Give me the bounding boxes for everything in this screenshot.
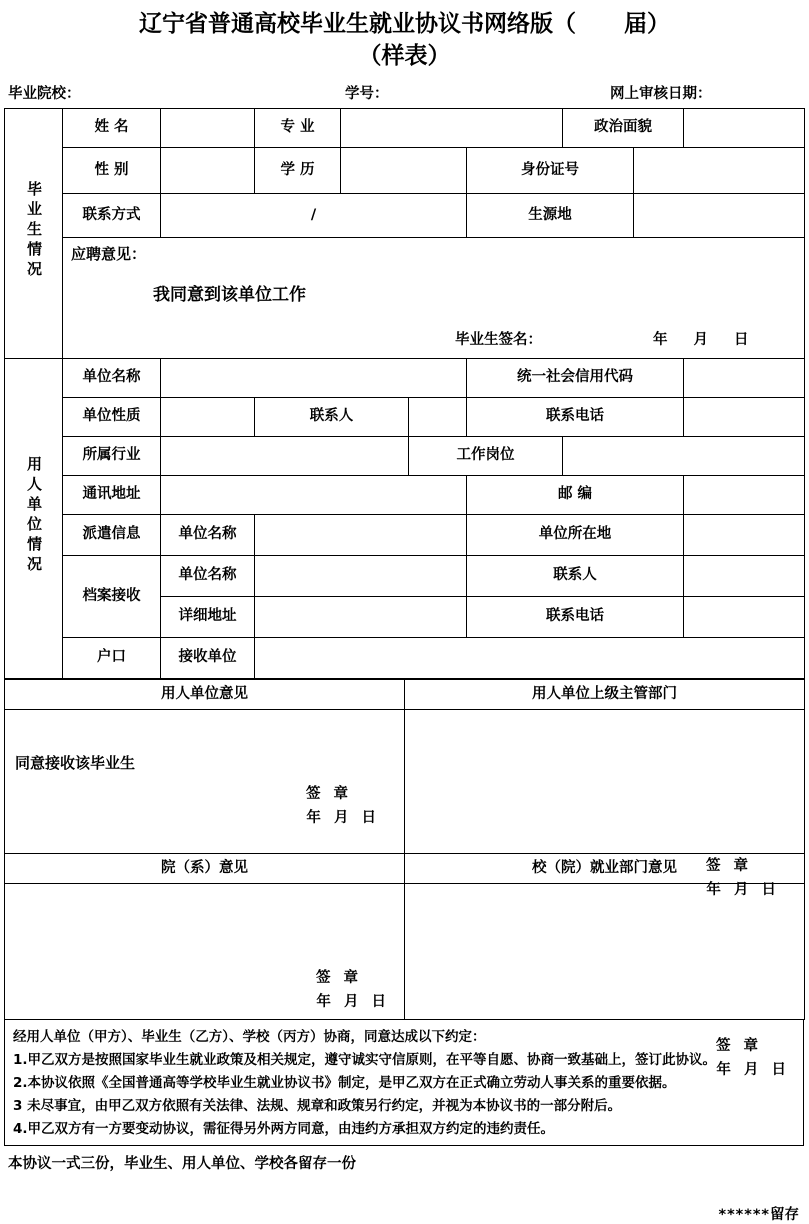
footer-stamp bbox=[0, 1203, 799, 1224]
label-industry: 所属行业 bbox=[63, 437, 161, 476]
label-hukou-receive-unit: 接收单位 bbox=[161, 638, 255, 679]
table-row-dispatch bbox=[5, 515, 805, 556]
label-archive-detail-address: 详细地址 bbox=[161, 597, 255, 638]
label-origin-place: 生源地 bbox=[467, 194, 634, 238]
input-contact[interactable]: / bbox=[161, 194, 467, 238]
input-industry[interactable] bbox=[161, 437, 409, 476]
input-mailing-address[interactable] bbox=[161, 476, 467, 515]
input-archive-unit-name[interactable] bbox=[255, 556, 467, 597]
header-employer-superior-opinion: 用人单位上级主管部门 bbox=[405, 680, 805, 710]
section-label-employer bbox=[5, 359, 63, 679]
table-row-hukou bbox=[5, 638, 805, 679]
input-id-number[interactable] bbox=[634, 148, 805, 194]
table-row-mailing-address bbox=[5, 476, 805, 515]
input-contact-phone[interactable] bbox=[684, 398, 805, 437]
application-opinion-cell[interactable] bbox=[63, 238, 805, 359]
cell-department-opinion[interactable] bbox=[5, 884, 405, 1020]
field-student-number: 学号： bbox=[345, 86, 389, 102]
label-education: 学 历 bbox=[255, 148, 341, 194]
input-name[interactable] bbox=[161, 109, 255, 148]
table-row-contact bbox=[5, 194, 805, 238]
employer-superior-signature-label: 签 章 bbox=[705, 857, 752, 874]
title-line-1: 辽宁省普通高校毕业生就业协议书网络版（ 届） bbox=[138, 11, 671, 37]
label-contact: 联系方式 bbox=[63, 194, 161, 238]
label-id-number: 身份证号 bbox=[467, 148, 634, 194]
label-dispatch-info: 派遣信息 bbox=[63, 515, 161, 556]
opinions-header-row-2 bbox=[5, 854, 805, 884]
cell-employer-opinion[interactable] bbox=[5, 710, 405, 854]
label-postcode: 邮 编 bbox=[467, 476, 684, 515]
employer-opinion-date: 年 月 日 bbox=[306, 810, 380, 826]
label-archive-receive: 档案接收 bbox=[63, 556, 161, 638]
label-job-position: 工作岗位 bbox=[409, 437, 563, 476]
terms-item-1: 1.甲乙双方是按照国家毕业生就业政策及相关规定，遵守诚实守信原则，在平等自愿、协商一致基础上，签订此协议。 bbox=[13, 1052, 717, 1068]
table-row-industry bbox=[5, 437, 805, 476]
header-employer-opinion: 用人单位意见 bbox=[5, 680, 405, 710]
school-employment-signature-label: 签 章 bbox=[715, 1037, 762, 1054]
input-dispatch-unit-location[interactable] bbox=[684, 515, 805, 556]
employer-superior-date: 年 月 日 bbox=[706, 881, 780, 898]
input-contact-person[interactable] bbox=[409, 398, 467, 437]
input-unit-type[interactable] bbox=[161, 398, 255, 437]
label-unit-name: 单位名称 bbox=[63, 359, 161, 398]
header-school-employment-opinion: 校（院）就业部门意见 bbox=[405, 854, 805, 884]
table-row-name bbox=[5, 109, 805, 148]
label-dispatch-unit-name: 单位名称 bbox=[161, 515, 255, 556]
input-gender[interactable] bbox=[161, 148, 255, 194]
label-archive-contact-person: 联系人 bbox=[467, 556, 684, 597]
section-label-graduate bbox=[5, 109, 63, 359]
application-opinion-text: 我同意到该单位工作 bbox=[153, 285, 306, 305]
label-major: 专 业 bbox=[255, 109, 341, 148]
terms-item-3: 3 未尽事宜，由甲乙双方依照有关法律、法规、规章和政策另行约定，并视为本协议书的一部分附后。 bbox=[13, 1098, 622, 1114]
label-name: 姓 名 bbox=[63, 109, 161, 148]
cell-school-employment-opinion[interactable] bbox=[405, 881, 805, 1078]
input-unit-name[interactable] bbox=[161, 359, 467, 398]
opinions-body-row-2 bbox=[5, 884, 805, 1020]
terms-item-2: 2.本协议依照《全国普通高等学校毕业生就业协议书》制定，是甲乙双方在正式确立劳动人事关系的重要依据。 bbox=[13, 1075, 676, 1091]
label-credit-code: 统一社会信用代码 bbox=[467, 359, 684, 398]
title-line-2: （样表） bbox=[358, 43, 451, 69]
department-signature-label: 签 章 bbox=[315, 970, 362, 986]
application-opinion-label: 应聘意见： bbox=[71, 245, 147, 263]
employer-opinion-text: 同意接收该毕业生 bbox=[15, 754, 136, 772]
label-dispatch-unit-location: 单位所在地 bbox=[467, 515, 684, 556]
input-job-position[interactable] bbox=[563, 437, 805, 476]
input-hukou-receive-unit[interactable] bbox=[255, 638, 805, 679]
table-row-archive-1 bbox=[5, 556, 805, 597]
input-postcode[interactable] bbox=[684, 476, 805, 515]
opinions-body-row-1 bbox=[5, 710, 805, 854]
header-fields bbox=[0, 82, 809, 108]
label-archive-unit-name: 单位名称 bbox=[161, 556, 255, 597]
main-form-table bbox=[4, 108, 805, 679]
footer-stamp-text: 留存 bbox=[770, 1207, 799, 1223]
label-unit-type: 单位性质 bbox=[63, 398, 161, 437]
label-gender: 性 别 bbox=[63, 148, 161, 194]
department-date: 年 月 日 bbox=[316, 994, 390, 1010]
label-contact-person: 联系人 bbox=[255, 398, 409, 437]
input-dispatch-unit-name[interactable] bbox=[255, 515, 467, 556]
terms-intro: 经用人单位（甲方）、毕业生（乙方）、学校（丙方）协商，同意达成以下约定： bbox=[13, 1029, 486, 1045]
footer-stamp-stars: ****** bbox=[718, 1207, 770, 1223]
table-row-unit-name bbox=[5, 359, 805, 398]
input-credit-code[interactable] bbox=[684, 359, 805, 398]
input-political-status[interactable] bbox=[684, 109, 805, 148]
input-archive-detail-address[interactable] bbox=[255, 597, 467, 638]
graduate-signature-date: 年 月 日 bbox=[653, 332, 749, 348]
input-origin-place[interactable] bbox=[634, 194, 805, 238]
field-online-review-date: 网上审核日期： bbox=[610, 86, 712, 102]
school-employment-date: 年 月 日 bbox=[716, 1061, 790, 1078]
employer-section-vertical-label: 用人单位情况 bbox=[25, 455, 43, 576]
label-archive-contact-phone: 联系电话 bbox=[467, 597, 684, 638]
input-major[interactable] bbox=[341, 109, 563, 148]
page-title bbox=[0, 0, 809, 72]
graduate-section-vertical-label: 毕业生情况 bbox=[25, 180, 43, 281]
header-department-opinion: 院（系）意见 bbox=[5, 854, 405, 884]
label-political-status: 政治面貌 bbox=[563, 109, 684, 148]
table-row-gender bbox=[5, 148, 805, 194]
table-row-unit-type bbox=[5, 398, 805, 437]
input-education[interactable] bbox=[341, 148, 467, 194]
input-archive-contact-person[interactable] bbox=[684, 556, 805, 597]
graduate-signature-label: 毕业生签名： bbox=[455, 332, 542, 348]
footer-note: 本协议一式三份，毕业生、用人单位、学校各留存一份 bbox=[8, 1156, 356, 1172]
opinions-header-row-1 bbox=[5, 680, 805, 710]
terms-item-4: 4.甲乙双方有一方要变动协议，需征得另外两方同意，由违约方承担双方约定的违约责任。 bbox=[13, 1121, 555, 1137]
input-archive-contact-phone[interactable] bbox=[684, 597, 805, 638]
label-contact-phone: 联系电话 bbox=[467, 398, 684, 437]
terms-box bbox=[4, 1020, 804, 1146]
table-row-application-opinion bbox=[5, 238, 805, 359]
label-hukou: 户口 bbox=[63, 638, 161, 679]
field-graduate-school: 毕业院校： bbox=[8, 86, 81, 102]
label-mailing-address: 通讯地址 bbox=[63, 476, 161, 515]
employer-opinion-signature-label: 签 章 bbox=[305, 786, 352, 802]
